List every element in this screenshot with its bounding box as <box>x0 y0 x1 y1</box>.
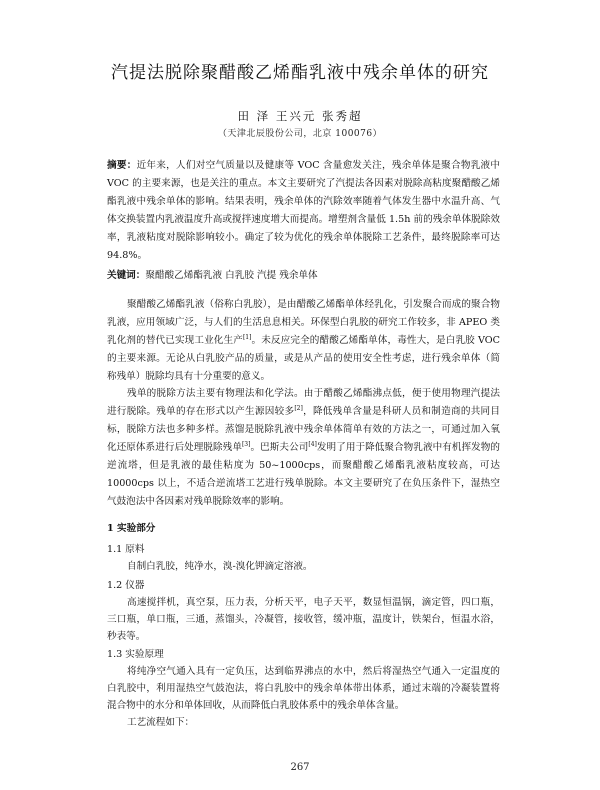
page-number: 267 <box>290 762 310 773</box>
subsection-materials-title: 1.1 原料 <box>107 544 145 555</box>
keywords-label: 关键词： <box>107 270 146 281</box>
para2-b: ，降低残单含量是科研人员和制造商的共同目标，脱除方法也多种多样。蒸馏是脱除乳液中残余单体简单有效的方法之一，可通过加入氧化还原体系进行后处理脱除残单 <box>107 406 501 453</box>
author-list: 田 泽 王兴元 张秀超 <box>237 109 363 123</box>
subsection-principle-title: 1.3 实验原理 <box>107 649 164 660</box>
intro-paragraph-1 <box>107 296 500 386</box>
para1-tail: 。未反应完全的醋酸乙烯酯单体，毒性大，是白乳胶 VOC 的主要来源。无论从白乳胶产品的质量，或是从产品的使用安全性考虑，进行残余单体（简称残单）脱除均具有十分重要的意义。 <box>107 335 501 382</box>
subsection-instruments-title: 1.2 仪器 <box>107 580 145 591</box>
para2-c: 。巴斯夫公司 <box>250 442 309 453</box>
keywords-text: 聚醋酸乙烯酯乳液 白乳胶 汽提 残余单体 <box>145 270 318 281</box>
process-flow-intro: 工艺流程如下： <box>127 717 195 728</box>
para2-ref2: [3] <box>241 440 251 448</box>
instruments-text: 高速搅拌机，真空泵，压力表，分析天平，电子天平，数显恒温锅，滴定管，四口瓶，三口瓶，单口瓶，三通，蒸馏头，冷凝管，接收管，缓冲瓶，温度计，铁架台，恒温水浴，秒表等。 <box>107 597 500 642</box>
abstract-label: 摘要： <box>107 160 137 171</box>
keywords <box>107 267 500 285</box>
section-heading-experimental: 1 实验部分 <box>107 523 156 534</box>
affiliation: （天津北辰股份公司，北京 100076） <box>217 129 383 139</box>
abstract <box>107 157 500 265</box>
para2-a: 残单的脱除方法主要有物理法和化学法。由于醋酸乙烯酯沸点低，便于使用物理汽提法进行脱除。残单的存在形式以产生源因较多 <box>107 388 500 417</box>
abstract-text: 近年来，人们对空气质量以及健康等 VOC 含量愈发关注，残余单体是聚合物乳液中 VOC 的主要来源，也是关注的重点。本文主要研究了汽提法各因素对脱除高粘度聚醋酸乙烯酯乳液中残余单体的影响。结果表明，残余单体的汽除效率随着气体发生器中水温升高、气体交换装置内乳液温度升高或搅拌速度增大而提高。增塑剂含量低 1.5h 前的残余单体脱除效率，乳液粘度对脱除影响较小。确定了较为优化的残余单体脱除工艺条件，最终脱除率可达 94.8%。 <box>107 160 500 261</box>
materials-text: 自制白乳胶，纯净水，溴-溴化钾滴定溶液。 <box>127 561 313 572</box>
paper-title: 汽提法脱除聚醋酸乙烯酯乳液中残余单体的研究 <box>111 63 489 83</box>
principle-text: 将纯净空气通入具有一定负压，达到临界沸点的水中，然后将湿热空气通入一定温度的白乳胶中，利用湿热空气鼓泡法，将白乳胶中的残余单体带出体系，通过末端的冷凝装置将混合物中的水分和单体回收，从而降低白乳胶体系中的残余单体含量。 <box>107 666 500 711</box>
subsection-principle-text <box>107 663 500 731</box>
para2-d: 发明了用于降低聚合物乳液中有机挥发物的逆流塔，但是乳液的最佳粘度为 50~1000cps，而聚醋酸乙烯酯乳液粘度较高，可达 10000cps 以上，不适合逆流塔工艺进行残单脱除。本文主要研究了在负压条件下，湿热空气鼓泡法中各因素对残单脱除效率的影响。 <box>107 442 501 507</box>
para2-ref1: [2] <box>294 404 303 412</box>
intro-paragraph-2 <box>107 385 500 511</box>
para1-text: 聚醋酸乙烯酯乳液（俗称白乳胶），是由醋酸乙烯酯单体经乳化，引发聚合而成的聚合物乳液，应用领域广泛，与人们的生活息息相关。环保型白乳胶的研究工作较多，非 APEO 类乳化剂的替代已实现工业化生产 <box>107 299 500 346</box>
subsection-instruments-text <box>107 594 500 645</box>
subsection-materials-text <box>107 558 500 575</box>
para2-ref3: [4] <box>308 440 317 448</box>
para1-ref: [1] <box>242 333 252 341</box>
